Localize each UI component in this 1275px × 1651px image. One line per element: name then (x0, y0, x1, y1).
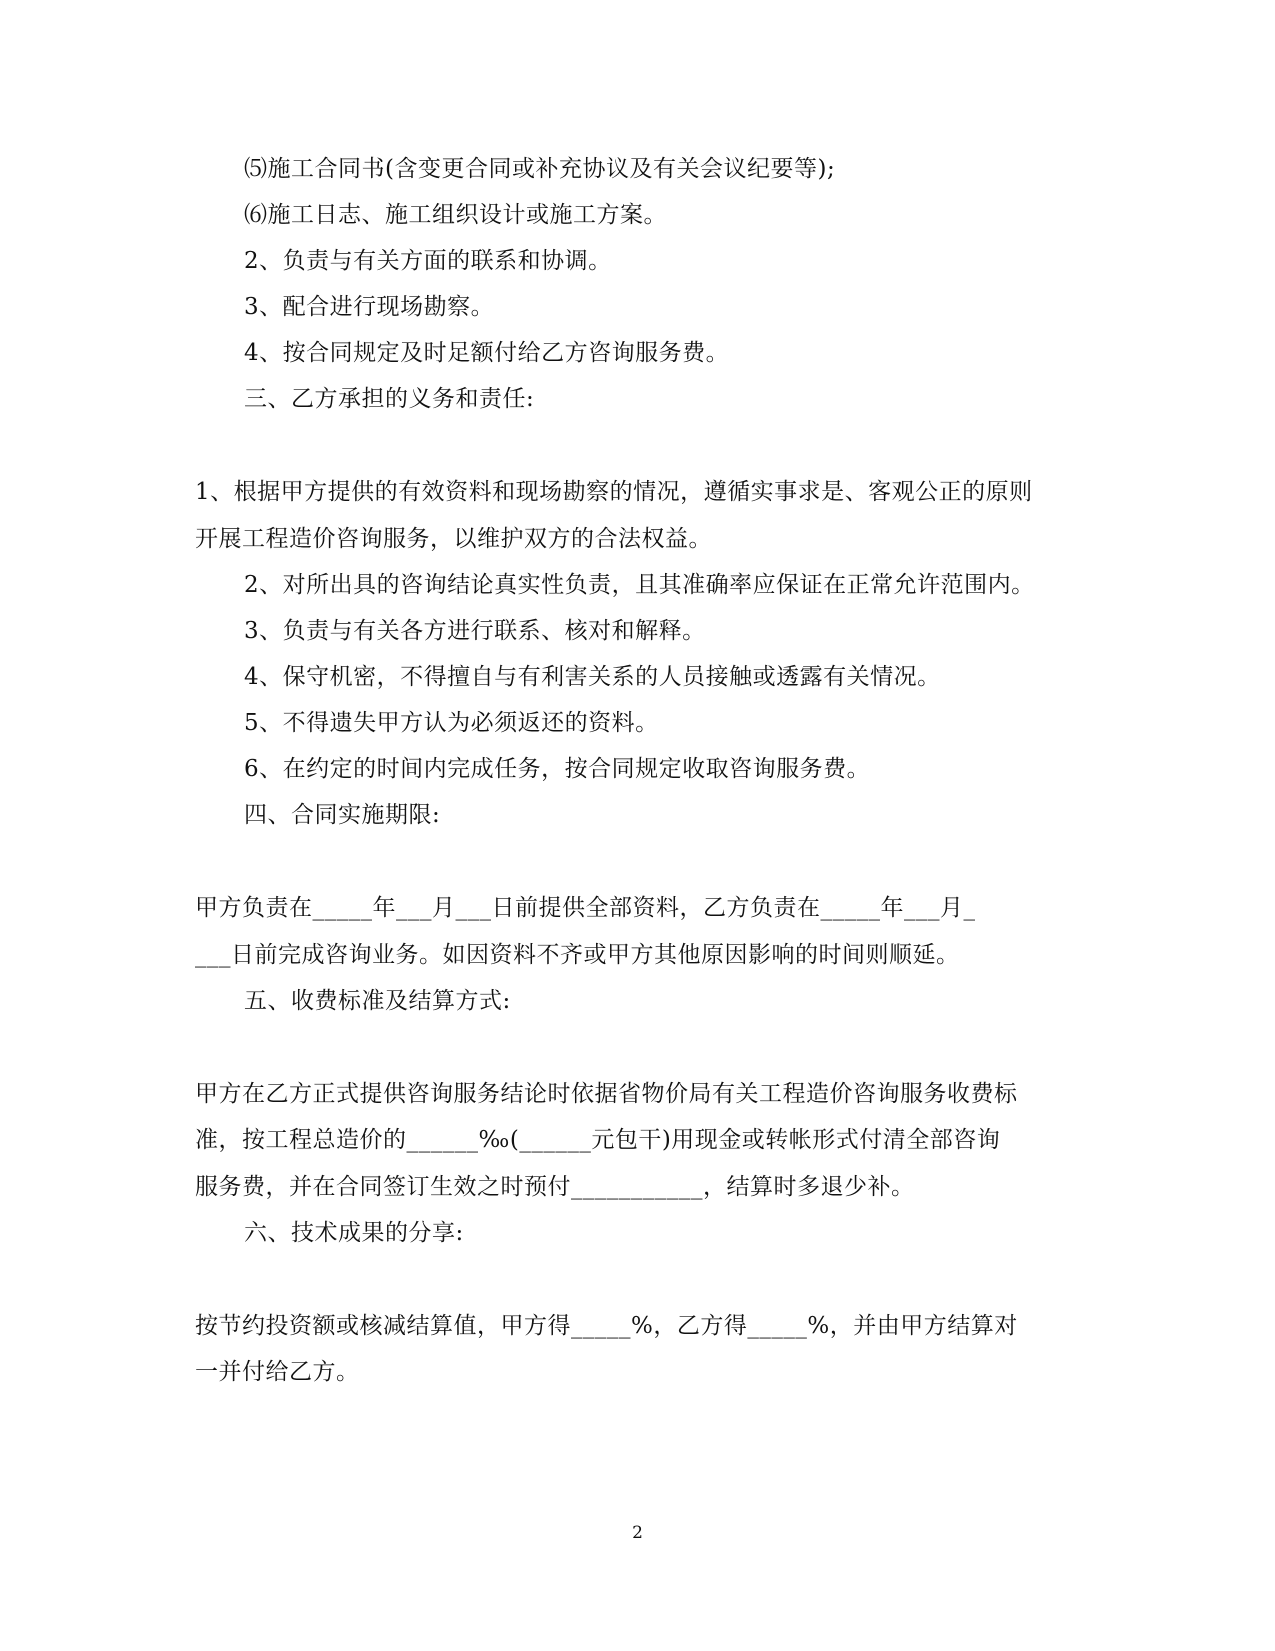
text-line: ⑹施工日志、施工组织设计或施工方案。 (244, 202, 667, 228)
section-heading: 三、乙方承担的义务和责任: (244, 386, 535, 412)
text-line: 甲方负责在_____年___月___日前提供全部资料，乙方负责在_____年___月_ (195, 895, 976, 921)
section-heading: 六、技术成果的分享: (244, 1220, 464, 1246)
text-line: 一并付给乙方。 (195, 1359, 360, 1385)
text-line: 3、负责与有关各方进行联系、核对和解释。 (244, 618, 706, 644)
text-line: 按节约投资额或核减结算值，甲方得_____%，乙方得_____%，并由甲方结算对 (195, 1313, 1018, 1339)
text-line: 4、按合同规定及时足额付给乙方咨询服务费。 (244, 340, 730, 366)
text-line: ___日前完成咨询业务。如因资料不齐或甲方其他原因影响的时间则顺延。 (195, 942, 960, 968)
text-line: 3、配合进行现场勘察。 (244, 294, 495, 320)
text-line: 准，按工程总造价的______‰(______元包干)用现金或转帐形式付清全部咨询 (195, 1127, 1001, 1153)
text-line: 开展工程造价咨询服务，以维护双方的合法权益。 (195, 526, 712, 552)
text-line: ⑸施工合同书(含变更合同或补充协议及有关会议纪要等); (244, 156, 836, 182)
page-number: 2 (632, 1523, 643, 1543)
section-heading: 四、合同实施期限: (244, 802, 441, 828)
text-line: 2、负责与有关方面的联系和协调。 (244, 248, 612, 274)
text-line: 5、不得遗失甲方认为必须返还的资料。 (244, 710, 659, 736)
text-line: 服务费，并在合同签订生效之时预付___________，结算时多退少补。 (195, 1174, 915, 1200)
text-line: 甲方在乙方正式提供咨询服务结论时依据省物价局有关工程造价咨询服务收费标 (195, 1081, 1018, 1107)
text-line: 2、对所出具的咨询结论真实性负责，且其准确率应保证在正常允许范围内。 (244, 572, 1035, 598)
text-line: 1、根据甲方提供的有效资料和现场勘察的情况，遵循实事求是、客观公正的原则 (195, 479, 1033, 505)
section-heading: 五、收费标准及结算方式: (244, 988, 511, 1014)
text-line: 4、保守机密，不得擅自与有利害关系的人员接触或透露有关情况。 (244, 664, 941, 690)
text-line: 6、在约定的时间内完成任务，按合同规定收取咨询服务费。 (244, 756, 871, 782)
